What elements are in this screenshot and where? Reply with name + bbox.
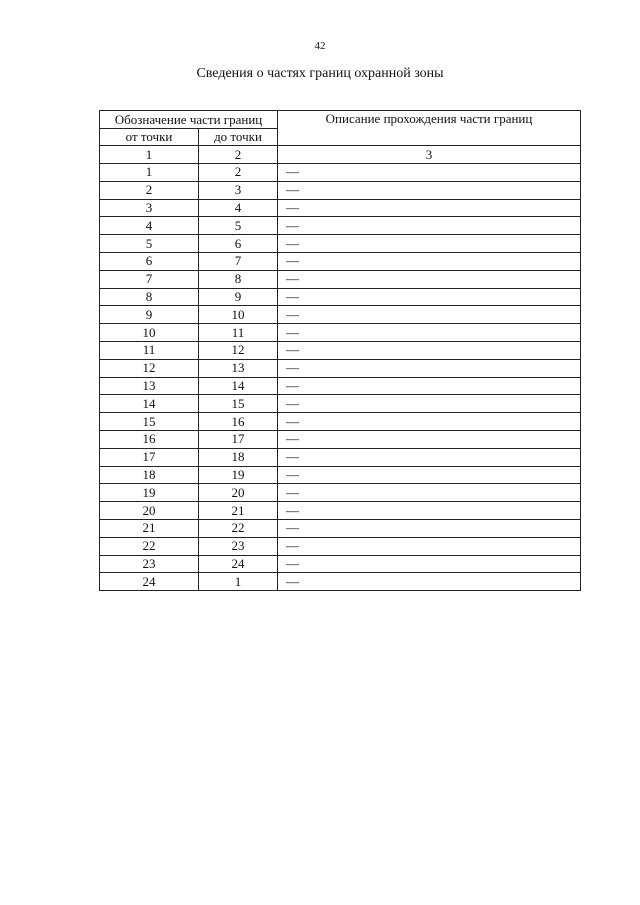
- to-point-cell: 21: [199, 502, 278, 520]
- from-point-cell: 18: [100, 466, 199, 484]
- description-cell: —: [278, 252, 581, 270]
- description-cell: —: [278, 430, 581, 448]
- table-row: [100, 235, 581, 253]
- column-number: 1: [100, 146, 199, 164]
- to-point-cell: 9: [199, 288, 278, 306]
- description-cell: —: [278, 519, 581, 537]
- table-body: [100, 164, 581, 591]
- description-cell: —: [278, 324, 581, 342]
- description-cell: —: [278, 235, 581, 253]
- table-row: [100, 199, 581, 217]
- table-row: [100, 448, 581, 466]
- from-point-cell: 14: [100, 395, 199, 413]
- to-point-cell: 8: [199, 270, 278, 288]
- to-point-cell: 4: [199, 199, 278, 217]
- description-cell: —: [278, 395, 581, 413]
- to-point-cell: 13: [199, 359, 278, 377]
- description-cell: —: [278, 288, 581, 306]
- table-row: [100, 502, 581, 520]
- to-point-cell: 19: [199, 466, 278, 484]
- from-point-cell: 17: [100, 448, 199, 466]
- to-point-cell: 16: [199, 413, 278, 431]
- from-point-cell: 15: [100, 413, 199, 431]
- description-cell: —: [278, 359, 581, 377]
- table-row: [100, 270, 581, 288]
- header-boundary-designation: Обозначение части границ: [100, 111, 278, 129]
- table-row: [100, 519, 581, 537]
- to-point-cell: 3: [199, 181, 278, 199]
- table-row: [100, 555, 581, 573]
- from-point-cell: 6: [100, 252, 199, 270]
- from-point-cell: 7: [100, 270, 199, 288]
- from-point-cell: 4: [100, 217, 199, 235]
- page-number: 42: [314, 40, 326, 52]
- boundary-parts-table: [99, 110, 581, 591]
- header-from-point: от точки: [100, 129, 199, 146]
- to-point-cell: 20: [199, 484, 278, 502]
- from-point-cell: 23: [100, 555, 199, 573]
- description-cell: —: [278, 306, 581, 324]
- table-row: [100, 252, 581, 270]
- to-point-cell: 7: [199, 252, 278, 270]
- header-description: Описание прохождения части границ: [278, 111, 581, 146]
- table-row: [100, 288, 581, 306]
- to-point-cell: 14: [199, 377, 278, 395]
- description-cell: —: [278, 484, 581, 502]
- from-point-cell: 21: [100, 519, 199, 537]
- to-point-cell: 23: [199, 537, 278, 555]
- from-point-cell: 9: [100, 306, 199, 324]
- from-point-cell: 16: [100, 430, 199, 448]
- from-point-cell: 24: [100, 573, 199, 591]
- description-cell: —: [278, 181, 581, 199]
- table-row: [100, 306, 581, 324]
- from-point-cell: 12: [100, 359, 199, 377]
- to-point-cell: 5: [199, 217, 278, 235]
- description-cell: —: [278, 341, 581, 359]
- from-point-cell: 11: [100, 341, 199, 359]
- description-cell: —: [278, 199, 581, 217]
- from-point-cell: 5: [100, 235, 199, 253]
- from-point-cell: 1: [100, 164, 199, 182]
- from-point-cell: 20: [100, 502, 199, 520]
- header-to-point: до точки: [199, 129, 278, 146]
- table-row: [100, 573, 581, 591]
- to-point-cell: 11: [199, 324, 278, 342]
- description-cell: —: [278, 537, 581, 555]
- table-row: [100, 359, 581, 377]
- column-number-row: [100, 146, 581, 164]
- to-point-cell: 10: [199, 306, 278, 324]
- to-point-cell: 12: [199, 341, 278, 359]
- description-cell: —: [278, 573, 581, 591]
- from-point-cell: 13: [100, 377, 199, 395]
- table-row: [100, 484, 581, 502]
- description-cell: —: [278, 466, 581, 484]
- table-row: [100, 164, 581, 182]
- table-row: [100, 430, 581, 448]
- table-row: [100, 413, 581, 431]
- from-point-cell: 2: [100, 181, 199, 199]
- table-row: [100, 181, 581, 199]
- description-cell: —: [278, 448, 581, 466]
- from-point-cell: 3: [100, 199, 199, 217]
- table-row: [100, 466, 581, 484]
- from-point-cell: 22: [100, 537, 199, 555]
- description-cell: —: [278, 164, 581, 182]
- from-point-cell: 19: [100, 484, 199, 502]
- description-cell: —: [278, 377, 581, 395]
- column-number: 3: [278, 146, 581, 164]
- page-title: Сведения о частях границ охранной зоны: [196, 66, 444, 81]
- table-row: [100, 377, 581, 395]
- to-point-cell: 24: [199, 555, 278, 573]
- description-cell: —: [278, 413, 581, 431]
- to-point-cell: 18: [199, 448, 278, 466]
- table-row: [100, 395, 581, 413]
- description-cell: —: [278, 502, 581, 520]
- from-point-cell: 10: [100, 324, 199, 342]
- table-row: [100, 324, 581, 342]
- to-point-cell: 15: [199, 395, 278, 413]
- table-row: [100, 217, 581, 235]
- from-point-cell: 8: [100, 288, 199, 306]
- table-row: [100, 341, 581, 359]
- to-point-cell: 17: [199, 430, 278, 448]
- column-number: 2: [199, 146, 278, 164]
- to-point-cell: 2: [199, 164, 278, 182]
- description-cell: —: [278, 270, 581, 288]
- table-row: [100, 537, 581, 555]
- to-point-cell: 22: [199, 519, 278, 537]
- description-cell: —: [278, 217, 581, 235]
- to-point-cell: 1: [199, 573, 278, 591]
- description-cell: —: [278, 555, 581, 573]
- to-point-cell: 6: [199, 235, 278, 253]
